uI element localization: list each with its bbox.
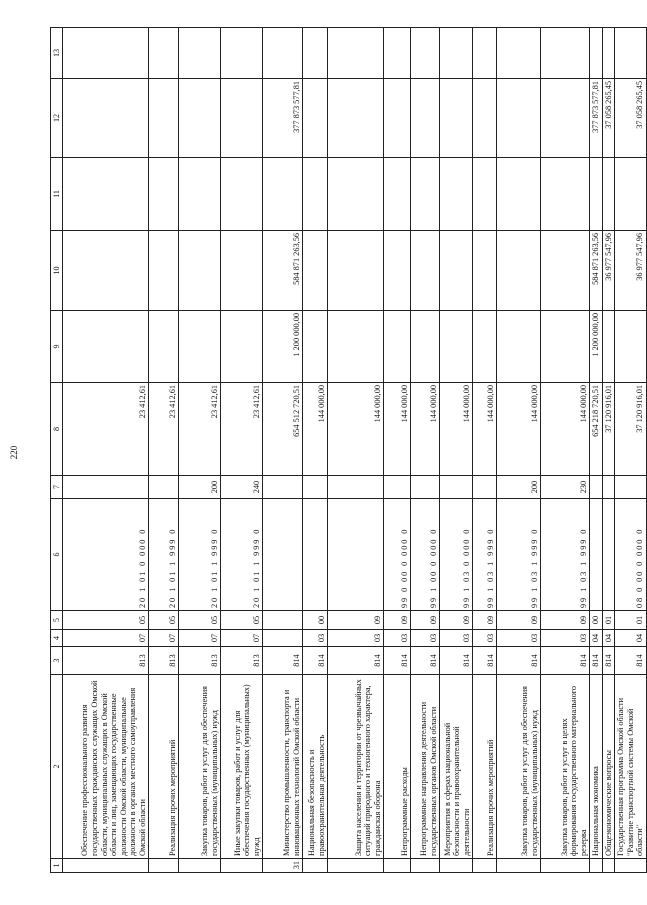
target-article-cell (303, 499, 328, 611)
description-cell: Национальная безопасность и правоохранительная деятельность (303, 675, 328, 859)
description-cell: Обеспечение профессионального развития государственных гражданских служащих Омской области, муниципальных служащих в Омской области и лиц, замещающих государственные должности Омской области, муниципальные должности в органах местного самоуправления Омской области (63, 675, 149, 859)
subsection-cell: 05 (63, 611, 149, 630)
amount-cell (497, 79, 541, 158)
subsection-cell (263, 611, 303, 630)
section-cell: 03 (303, 630, 328, 647)
table-row (411, 28, 440, 873)
table-row (590, 28, 603, 873)
section-cell: 04 (615, 630, 647, 647)
table-row (440, 28, 473, 873)
description-cell: Мероприятия в сферах национальной безопасности и правоохранительной деятельности (440, 675, 473, 859)
amount-cell: 144 000,00 (541, 383, 590, 476)
target-article-cell: 99 1 03 1 999 0 (541, 499, 590, 611)
target-article-cell: 20 1 01 1 999 0 (221, 499, 263, 611)
subsection-cell: 05 (179, 611, 221, 630)
row-number-cell (63, 859, 149, 873)
section-cell: 04 (590, 630, 603, 647)
ministry-code-cell: 814 (615, 647, 647, 675)
section-cell (263, 630, 303, 647)
description-cell: Непрограммные направления деятельности государственных органов Омской области (411, 675, 440, 859)
target-article-cell: 99 1 00 0 000 0 (411, 499, 440, 611)
page-number: 220 (9, 445, 19, 460)
row-number-cell (384, 859, 411, 873)
amount-cell (615, 311, 647, 383)
expense-type-cell (440, 476, 473, 499)
table-row (221, 28, 263, 873)
expense-type-cell: 240 (221, 476, 263, 499)
amount-cell (541, 79, 590, 158)
ministry-code-cell: 814 (473, 647, 497, 675)
amount-cell (411, 79, 440, 158)
amount-cell (149, 311, 179, 383)
row-number-cell (615, 859, 647, 873)
amount-cell: 144 000,00 (473, 383, 497, 476)
table-row (179, 28, 221, 873)
amount-cell (440, 158, 473, 231)
description-cell: Государственная программа Омской области "Развитие транспортной системы Омской области" (615, 675, 647, 859)
subsection-cell: 09 (541, 611, 590, 630)
subsection-cell: 09 (384, 611, 411, 630)
amount-cell (328, 231, 384, 311)
table-row (541, 28, 590, 873)
amount-cell (63, 231, 149, 311)
table-row (615, 28, 647, 873)
amount-cell (303, 231, 328, 311)
column-header: 9 (51, 311, 63, 383)
ministry-code-cell: 814 (590, 647, 603, 675)
section-cell: 07 (221, 630, 263, 647)
amount-cell (221, 158, 263, 231)
section-cell: 07 (149, 630, 179, 647)
row-number-cell (179, 859, 221, 873)
amount-cell (541, 28, 590, 79)
table-body (63, 28, 647, 873)
table-row (602, 28, 615, 873)
amount-cell (473, 158, 497, 231)
amount-cell: 23 412,61 (63, 383, 149, 476)
column-header: 5 (51, 611, 63, 630)
row-number-cell (411, 859, 440, 873)
expense-type-cell (303, 476, 328, 499)
ministry-code-cell: 814 (384, 647, 411, 675)
column-header: 13 (51, 28, 63, 79)
description-cell: Реализация прочих мероприятий (149, 675, 179, 859)
column-header: 10 (51, 231, 63, 311)
amount-cell (411, 311, 440, 383)
amount-cell (384, 28, 411, 79)
table-row (263, 28, 303, 873)
amount-cell (497, 28, 541, 79)
amount-cell (149, 158, 179, 231)
amount-cell: 654 512 720,51 (263, 383, 303, 476)
amount-cell (303, 311, 328, 383)
description-cell: Иные закупки товаров, работ и услуг для обеспечения государственных (муниципальных) нужд (221, 675, 263, 859)
amount-cell (440, 28, 473, 79)
expense-type-cell: 200 (179, 476, 221, 499)
amount-cell (221, 28, 263, 79)
amount-cell (221, 231, 263, 311)
ministry-code-cell: 814 (328, 647, 384, 675)
amount-cell: 654 218 720,51 (590, 383, 603, 476)
ministry-code-cell: 814 (263, 647, 303, 675)
description-cell: Общеэкономические вопросы (602, 675, 615, 859)
subsection-cell: 05 (221, 611, 263, 630)
subsection-cell: 09 (473, 611, 497, 630)
amount-cell (411, 28, 440, 79)
amount-cell (615, 28, 647, 79)
amount-cell: 1 200 000,00 (590, 311, 603, 383)
amount-cell (384, 79, 411, 158)
ministry-code-cell: 813 (149, 647, 179, 675)
column-header: 3 (51, 647, 63, 675)
amount-cell (615, 158, 647, 231)
expense-type-cell (328, 476, 384, 499)
amount-cell: 36 977 547,96 (602, 231, 615, 311)
amount-cell (179, 28, 221, 79)
table-row (63, 28, 149, 873)
subsection-cell: 09 (440, 611, 473, 630)
subsection-cell: 05 (149, 611, 179, 630)
amount-cell (149, 231, 179, 311)
amount-cell (497, 158, 541, 231)
amount-cell (221, 79, 263, 158)
amount-cell (602, 158, 615, 231)
amount-cell: 377 873 577,81 (263, 79, 303, 158)
amount-cell (328, 79, 384, 158)
target-article-cell: 99 0 00 0 000 0 (384, 499, 411, 611)
target-article-cell: 99 1 03 1 999 0 (497, 499, 541, 611)
table-row (149, 28, 179, 873)
section-cell: 07 (63, 630, 149, 647)
amount-cell (473, 28, 497, 79)
amount-cell: 144 000,00 (303, 383, 328, 476)
target-article-cell: 20 1 01 1 999 0 (179, 499, 221, 611)
amount-cell: 584 871 263,56 (263, 231, 303, 311)
row-number-cell (149, 859, 179, 873)
amount-cell: 36 977 547,96 (615, 231, 647, 311)
section-cell: 03 (440, 630, 473, 647)
column-number-row (51, 28, 63, 873)
amount-cell: 37 058 265,45 (615, 79, 647, 158)
expense-type-cell (615, 476, 647, 499)
amount-cell (473, 231, 497, 311)
row-number-cell (590, 859, 603, 873)
expense-type-cell (263, 476, 303, 499)
amount-cell (221, 311, 263, 383)
subsection-cell: 09 (411, 611, 440, 630)
subsection-cell: 01 (615, 611, 647, 630)
amount-cell (63, 28, 149, 79)
description-cell: Закупка товаров, работ и услуг в целях формирования государственного материального резерва (541, 675, 590, 859)
target-article-cell (328, 499, 384, 611)
subsection-cell: 09 (328, 611, 384, 630)
expense-type-cell (590, 476, 603, 499)
section-cell: 03 (384, 630, 411, 647)
column-header: 8 (51, 383, 63, 476)
column-header: 1 (51, 859, 63, 873)
row-number-cell (221, 859, 263, 873)
amount-cell (473, 79, 497, 158)
target-article-cell: 20 1 01 1 999 0 (149, 499, 179, 611)
amount-cell (328, 158, 384, 231)
budget-table (50, 27, 647, 873)
amount-cell (384, 311, 411, 383)
table-row (384, 28, 411, 873)
amount-cell (149, 79, 179, 158)
column-header: 12 (51, 79, 63, 158)
ministry-code-cell: 814 (497, 647, 541, 675)
target-article-cell: 20 1 01 0 000 0 (63, 499, 149, 611)
ministry-code-cell: 813 (221, 647, 263, 675)
amount-cell: 37 120 916,01 (602, 383, 615, 476)
subsection-cell: 00 (590, 611, 603, 630)
column-header: 2 (51, 675, 63, 859)
section-cell: 04 (602, 630, 615, 647)
amount-cell (497, 231, 541, 311)
amount-cell (303, 28, 328, 79)
section-cell: 03 (328, 630, 384, 647)
section-cell: 03 (497, 630, 541, 647)
amount-cell: 23 412,61 (179, 383, 221, 476)
expense-type-cell: 230 (541, 476, 590, 499)
table-row (328, 28, 384, 873)
amount-cell (63, 311, 149, 383)
ministry-code-cell: 814 (541, 647, 590, 675)
target-article-cell: 99 1 03 0 000 0 (440, 499, 473, 611)
amount-cell: 144 000,00 (440, 383, 473, 476)
expense-type-cell (63, 476, 149, 499)
amount-cell (63, 79, 149, 158)
expense-type-cell (384, 476, 411, 499)
table-row (497, 28, 541, 873)
expense-type-cell (602, 476, 615, 499)
amount-cell (590, 158, 603, 231)
amount-cell (590, 28, 603, 79)
amount-cell (328, 311, 384, 383)
target-article-cell (590, 499, 603, 611)
amount-cell: 144 000,00 (497, 383, 541, 476)
amount-cell: 144 000,00 (328, 383, 384, 476)
description-cell: Реализация прочих мероприятий (473, 675, 497, 859)
ministry-code-cell: 813 (63, 647, 149, 675)
expense-type-cell: 200 (497, 476, 541, 499)
amount-cell (541, 231, 590, 311)
row-number-cell (602, 859, 615, 873)
amount-cell (179, 311, 221, 383)
row-number-cell (440, 859, 473, 873)
expense-type-cell (149, 476, 179, 499)
amount-cell (497, 311, 541, 383)
table-row (303, 28, 328, 873)
expense-type-cell (473, 476, 497, 499)
amount-cell (411, 231, 440, 311)
amount-cell (411, 158, 440, 231)
column-header: 4 (51, 630, 63, 647)
description-cell: Министерство промышленности, транспорта и инновационных технологий Омской области (263, 675, 303, 859)
subsection-cell: 09 (497, 611, 541, 630)
amount-cell (263, 28, 303, 79)
row-number-cell (473, 859, 497, 873)
amount-cell: 37 058 265,45 (602, 79, 615, 158)
section-cell: 03 (473, 630, 497, 647)
ministry-code-cell: 814 (411, 647, 440, 675)
column-header: 7 (51, 476, 63, 499)
amount-cell (384, 158, 411, 231)
description-cell: Непрограммные расходы (384, 675, 411, 859)
amount-cell (263, 158, 303, 231)
amount-cell (384, 231, 411, 311)
amount-cell (328, 28, 384, 79)
amount-cell (440, 79, 473, 158)
amount-cell: 144 000,00 (384, 383, 411, 476)
description-cell: Защита населения и территории от чрезвычайных ситуаций природного и техногенного характера, гражданская оборона (328, 675, 384, 859)
target-article-cell: 99 1 03 1 999 0 (473, 499, 497, 611)
column-header: 11 (51, 158, 63, 231)
description-cell: Закупка товаров, работ и услуг для обеспечения государственных (муниципальных) нужд (179, 675, 221, 859)
amount-cell (179, 231, 221, 311)
ministry-code-cell: 813 (179, 647, 221, 675)
row-number-cell (328, 859, 384, 873)
row-number-cell (303, 859, 328, 873)
subsection-cell: 01 (602, 611, 615, 630)
ministry-code-cell: 814 (303, 647, 328, 675)
description-cell: Национальная экономика (590, 675, 603, 859)
ministry-code-cell: 814 (602, 647, 615, 675)
section-cell: 03 (411, 630, 440, 647)
amount-cell (63, 158, 149, 231)
amount-cell (473, 311, 497, 383)
column-header: 6 (51, 499, 63, 611)
section-cell: 03 (541, 630, 590, 647)
target-article-cell (602, 499, 615, 611)
row-number-cell (497, 859, 541, 873)
amount-cell (602, 28, 615, 79)
description-cell: Закупка товаров, работ и услуг для обеспечения государственных (муниципальных) нужд (497, 675, 541, 859)
amount-cell: 37 120 916,01 (615, 383, 647, 476)
amount-cell: 23 412,61 (221, 383, 263, 476)
amount-cell (303, 158, 328, 231)
amount-cell (602, 311, 615, 383)
ministry-code-cell: 814 (440, 647, 473, 675)
row-number-cell: 31 (263, 859, 303, 873)
amount-cell (179, 79, 221, 158)
amount-cell: 584 871 263,56 (590, 231, 603, 311)
section-cell: 07 (179, 630, 221, 647)
amount-cell (149, 28, 179, 79)
target-article-cell (263, 499, 303, 611)
row-number-cell (541, 859, 590, 873)
amount-cell (440, 231, 473, 311)
expense-type-cell (411, 476, 440, 499)
amount-cell: 144 000,00 (411, 383, 440, 476)
table-row (473, 28, 497, 873)
amount-cell (541, 158, 590, 231)
amount-cell (303, 79, 328, 158)
amount-cell: 23 412,61 (149, 383, 179, 476)
amount-cell (541, 311, 590, 383)
amount-cell: 377 873 577,81 (590, 79, 603, 158)
amount-cell: 1 200 000,00 (263, 311, 303, 383)
subsection-cell: 00 (303, 611, 328, 630)
amount-cell (440, 311, 473, 383)
target-article-cell: 08 0 00 0 000 0 (615, 499, 647, 611)
amount-cell (179, 158, 221, 231)
